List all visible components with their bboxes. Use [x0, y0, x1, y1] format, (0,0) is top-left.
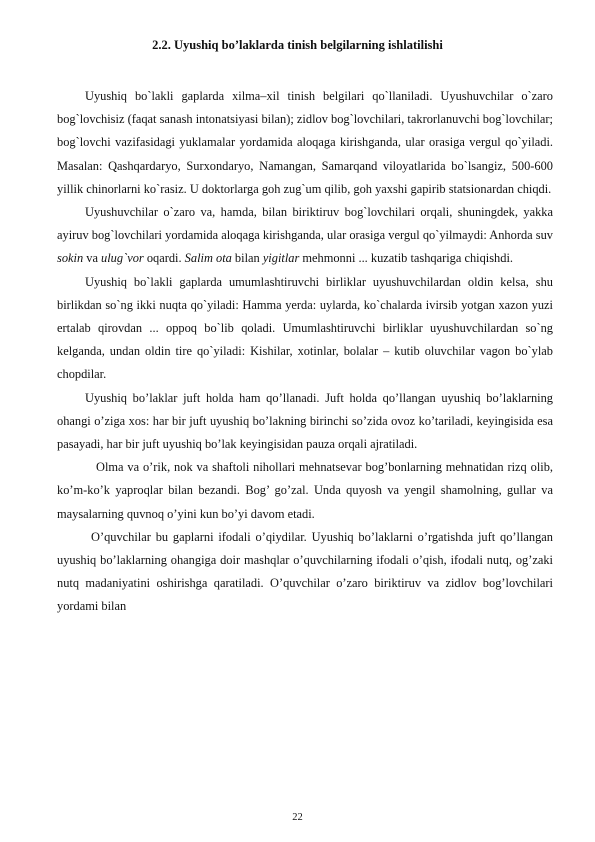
paragraph-5: Olma va o’rik, nok va shaftoli nihollari mehnatsevar bog’bonlarning mehnatidan rizq olib, ko’m-ko’k yaproqlar bilan bezandi. Bog’ go’zal. Unda quyosh va yengil shamolning, gullar va maysalarning quvnoq o’yini kun bo’yi davom etadi. [57, 460, 553, 521]
paragraph-2-text-3: oqardi. [143, 251, 185, 266]
paragraph-3: Uyushiq bo`lakli gaplarda umumlashtiruvchi birliklar uyushuvchilardan oldin kelsa, shu birlikdan so`ng ikki nuqta qo`yiladi: Hamma yerda: uylarda, ko`chalarda ivirsib yotgan xazon yuzi ertalab qirovdan ... oppoq bo`lib qoladi. Umumlashtiruvchi birliklar uyushuvchilardan so`ng kelganda, undan oldin tire qo`yiladi: Kishilar, xotinlar, bolalar – kutib oluvchilar vagon bo`ylab chopdilar. [57, 274, 553, 382]
paragraph-2-text-5: mehmonni ... kuzatib tashqariga chiqishdi. [299, 251, 513, 266]
section-heading: 2.2. Uyushiq bo’laklarda tinish belgilarning ishlatilishi [152, 38, 443, 52]
page-number: 22 [292, 812, 303, 823]
paragraph-2-text-4: bilan [231, 251, 263, 266]
italic-word-yigitlar: yigitlar [262, 251, 300, 266]
body-text [57, 85, 553, 619]
paragraph-2-text-2: va [83, 251, 102, 266]
italic-word-sokin: sokin [57, 251, 84, 266]
italic-phrase-salim-ota: Salim ota [184, 251, 232, 266]
paragraph-6: O’quvchilar bu gaplarni ifodali o’qiydilar. Uyushiq bo’laklarni o’rgatishda juft qo’llangan uyushiq bo’laklarning ohangiga doir mashqlar o’quvchilarning ifodali o’qish, ifodali nutq, og’zaki nutq madaniyatini oshirishga qaratiladi. O’quvchilar o’zaro biriktiruv va zidlov bog’lovchilari yordami bilan [57, 529, 553, 614]
italic-word-ulugvor: ulug`vor [101, 251, 144, 266]
paragraph-4: Uyushiq bo’laklar juft holda ham qo’llanadi. Juft holda qo’llangan uyushiq bo’laklarning ohangi o’ziga xos: har bir juft uyushiq bo’lakning birinchi so’zida ovoz ko’tariladi, keyingisida esa pasayadi, har bir juft uyushiq bo’lak keyingisidan pauza orqali ajratiladi. [57, 390, 553, 452]
paragraph-1: Uyushiq bo`lakli gaplarda xilma–xil tinish belgilari qo`llaniladi. Uyushuvchilar o`zaro bog`lovchisiz (faqat sanash intonatsiyasi bilan); zidlov bog`lovchilari, takrorlanuvchi bog`lovchilar; bog`lovchi vazifasidagi yuklamalar yordamida aloqaga kirishganda, ular orasiga vergul qo`yiladi. Masalan: Qashqardaryo, Surxondaryo, Namangan, Samarqand viloyatlarida bo`lsangiz, 500-600 yillik chinorlarni ko`rasiz. U doktorlarga goh zug`um qilib, goh yaxshi gapirib statsionardan chiqdi. [57, 89, 553, 196]
paragraph-2-text-1: Uyushuvchilar o`zaro va, hamda, bilan biriktiruv bog`lovchilari orqali, shuningdek, yakka ayiruv bog`lovchilari yordamida aloqaga kirishganda, ular orasiga vergul qo`yilmaydi: Anhorda suv [57, 205, 553, 243]
paragraph-2 [57, 201, 553, 271]
